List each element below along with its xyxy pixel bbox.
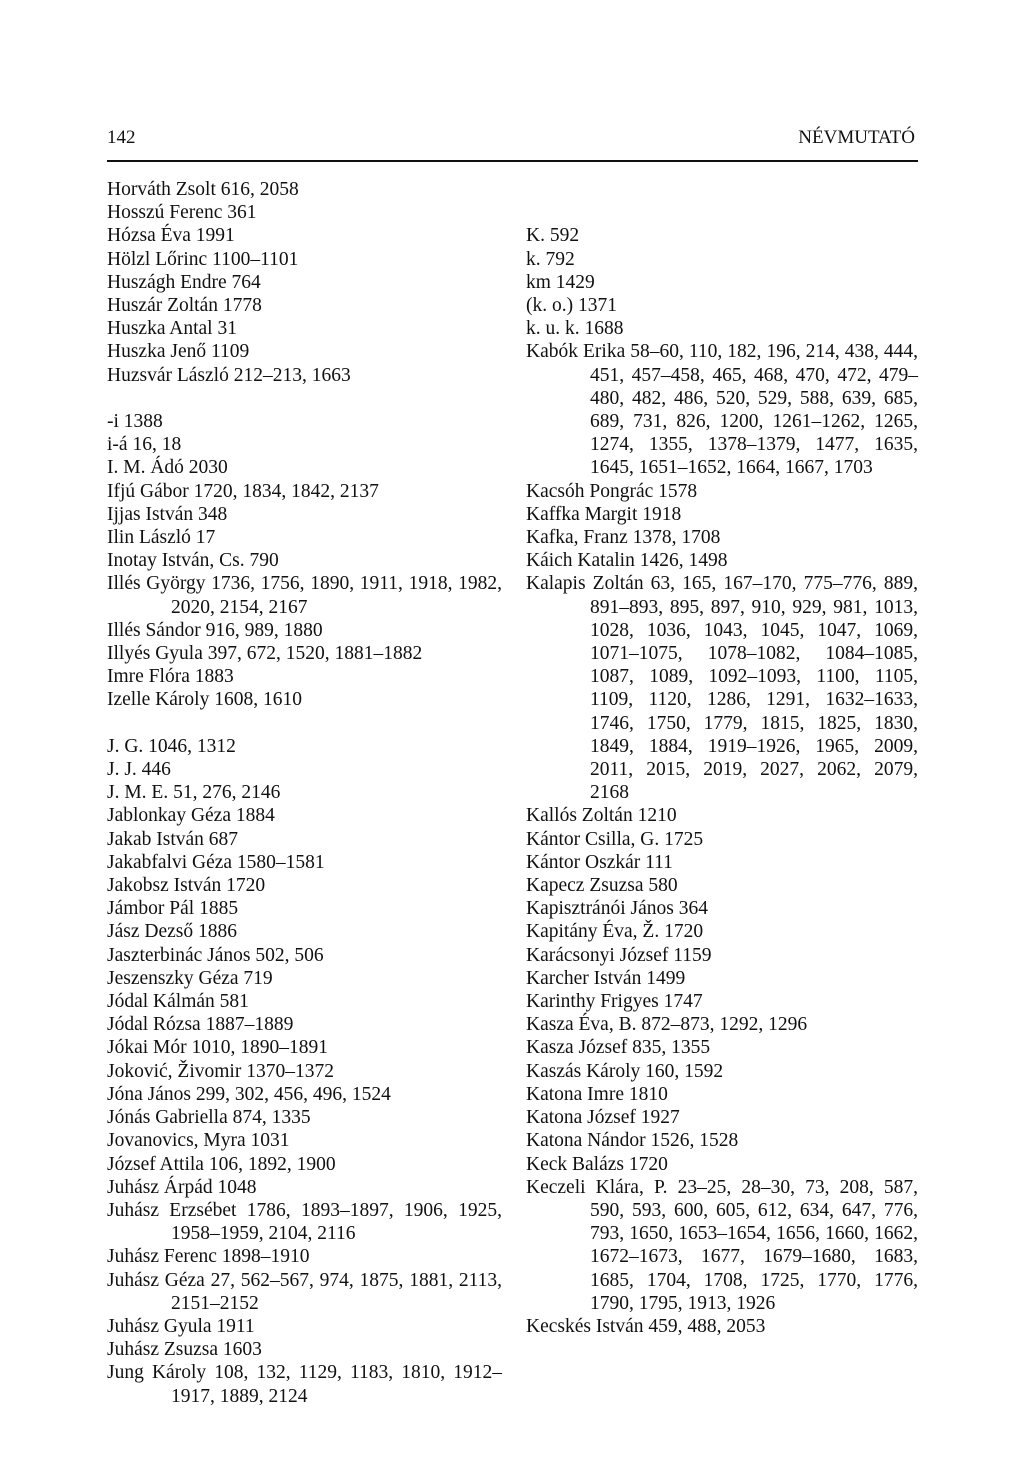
index-entry: Keck Balázs 1720: [526, 1153, 668, 1175]
index-entry: -i 1388: [107, 411, 163, 433]
index-entry: Kántor Oszkár 111: [526, 851, 673, 873]
index-entry: Izelle Károly 1608, 1610: [107, 689, 302, 711]
index-entry: József Attila 106, 1892, 1900: [107, 1153, 336, 1175]
index-group-j: [107, 735, 502, 1408]
index-entry: I. M. Ádó 2030: [107, 457, 228, 479]
index-entry: Illés György 1736, 1756, 1890, 1911, 1918, 1982, 2020, 2154, 2167: [107, 573, 502, 618]
index-entry: Kabók Erika 58–60, 110, 182, 196, 214, 438, 444, 451, 457–458, 465, 468, 470, 472, 479–480, 482, 486, 520, 529, 588, 639, 685, 689, 731, 826, 1200, 1261–1262, 1265, 1274, 1355, 1378–1379, 1477, 1635, 1645, 1651–1652, 1664, 1667, 1703: [526, 341, 918, 479]
index-entry: Jóna János 299, 302, 456, 496, 1524: [107, 1083, 391, 1105]
index-entry: Jablonkay Géza 1884: [107, 805, 275, 827]
index-entry: (k. o.) 1371: [526, 294, 617, 316]
index-entry: Juhász Zsuzsa 1603: [107, 1339, 262, 1361]
index-entry: Káich Katalin 1426, 1498: [526, 550, 728, 572]
index-entry: Ifjú Gábor 1720, 1834, 1842, 2137: [107, 480, 379, 502]
index-group-k: [526, 224, 918, 1338]
index-entry: Kasza Éva, B. 872–873, 1292, 1296: [526, 1014, 808, 1036]
index-entry: Jung Károly 108, 132, 1129, 1183, 1810, 1912–1917, 1889, 2124: [107, 1362, 502, 1407]
index-entry: Karinthy Frigyes 1747: [526, 991, 703, 1013]
index-group-i: [107, 410, 502, 712]
index-entry: Kapecz Zsuzsa 580: [526, 875, 678, 897]
index-entry: Karcher István 1499: [526, 967, 686, 989]
index-entry: Hölzl Lőrinc 1100–1101: [107, 248, 299, 270]
index-entry: Kapisztránói János 364: [526, 898, 708, 920]
index-entry: Katona Nándor 1526, 1528: [526, 1130, 739, 1152]
index-entry: Juhász Erzsébet 1786, 1893–1897, 1906, 1925, 1958–1959, 2104, 2116: [107, 1199, 502, 1245]
index-entry: Imre Flóra 1883: [107, 666, 234, 688]
group-gap: [107, 712, 502, 735]
index-entry: Ijjas István 348: [107, 503, 228, 525]
page-number: 142: [107, 127, 136, 148]
index-entry: km 1429: [526, 271, 595, 293]
index-entry: Hosszú Ferenc 361: [107, 202, 257, 224]
index-entry: Kaffka Margit 1918: [526, 503, 682, 525]
index-entry: Kalapis Zoltán 63, 165, 167–170, 775–776, 889, 891–893, 895, 897, 910, 929, 981, 1013, 1028, 1036, 1043, 1045, 1047, 1069, 1071–1075, 1078–1082, 1084–1085, 1087, 1089, 1092–1093, 1100, 1105, 1109, 1120, 1286, 1291, 1632–1633, 1746, 1750, 1779, 1815, 1825, 1830, 1849, 1884, 1919–1926, 1965, 2009, 2011, 2015, 2019, 2027, 2062, 2079, 2168: [526, 573, 918, 804]
header-rule: [107, 160, 918, 162]
index-entry: Kasza József 835, 1355: [526, 1037, 711, 1059]
index-entry: Kafka, Franz 1378, 1708: [526, 527, 721, 549]
index-entry: Jovanovics, Myra 1031: [107, 1130, 290, 1152]
index-entry: Karácsonyi József 1159: [526, 944, 712, 966]
index-entry: Horváth Zsolt 616, 2058: [107, 179, 299, 200]
index-entry: Hózsa Éva 1991: [107, 225, 235, 247]
index-entry: i-á 16, 18: [107, 434, 182, 456]
index-entry: Huszka Antal 31: [107, 318, 237, 340]
index-entry: Inotay István, Cs. 790: [107, 550, 279, 572]
left-column: [107, 178, 502, 1408]
group-gap: [526, 178, 918, 201]
index-entry: Jámbor Pál 1885: [107, 898, 239, 920]
index-entry: Kallós Zoltán 1210: [526, 805, 677, 827]
index-entry: Jókai Mór 1010, 1890–1891: [107, 1037, 328, 1059]
index-entry: Jónás Gabriella 874, 1335: [107, 1107, 311, 1129]
index-group-h: [107, 178, 502, 387]
index-entry: Juhász Ferenc 1898–1910: [107, 1246, 310, 1268]
page-header: [107, 126, 915, 150]
index-entry: J. J. 446: [107, 759, 171, 781]
index-entry: Jakab István 687: [107, 828, 239, 850]
index-entry: Juhász Géza 27, 562–567, 974, 1875, 1881, 2113, 2151–2152: [107, 1269, 502, 1314]
index-entry: Joković, Živomir 1370–1372: [107, 1060, 334, 1082]
index-entry: Jaszterbinác János 502, 506: [107, 944, 324, 966]
index-entry: Huzsvár László 212–213, 1663: [107, 364, 351, 386]
index-entry: J. M. E. 51, 276, 2146: [107, 782, 281, 804]
index-entry: K. 592: [526, 225, 580, 247]
index-entry: Illés Sándor 916, 989, 1880: [107, 619, 323, 641]
index-entry: Illyés Gyula 397, 672, 1520, 1881–1882: [107, 643, 423, 665]
group-gap: [526, 201, 918, 224]
index-entry: Huszágh Endre 764: [107, 271, 261, 293]
index-entry: Jeszenszky Géza 719: [107, 967, 273, 989]
index-entry: Katona Imre 1810: [526, 1083, 668, 1105]
index-entry: k. u. k. 1688: [526, 318, 624, 340]
index-entry: Jakobsz István 1720: [107, 875, 266, 897]
index-entry: Jódal Rózsa 1887–1889: [107, 1014, 294, 1036]
index-entry: Ilin László 17: [107, 527, 216, 549]
group-gap: [107, 387, 502, 410]
index-entry: Kecskés István 459, 488, 2053: [526, 1315, 766, 1337]
right-column: [526, 178, 918, 1338]
index-entry: k. 792: [526, 248, 575, 270]
index-entry: Jász Dezső 1886: [107, 921, 237, 943]
index-entry: Huszár Zoltán 1778: [107, 295, 262, 317]
index-entry: Kántor Csilla, G. 1725: [526, 828, 704, 850]
index-entry: Keczeli Klára, P. 23–25, 28–30, 73, 208, 587, 590, 593, 600, 605, 612, 634, 647, 776, 793, 1650, 1653–1654, 1656, 1660, 1662, 1672–1673, 1677, 1679–1680, 1683, 1685, 1704, 1708, 1725, 1770, 1776, 1790, 1795, 1913, 1926: [526, 1176, 918, 1314]
index-entry: Kapitány Éva, Ž. 1720: [526, 921, 704, 943]
index-entry: Kacsóh Pongrác 1578: [526, 480, 698, 502]
running-title: NÉVMUTATÓ: [798, 127, 915, 148]
index-entry: J. G. 1046, 1312: [107, 735, 236, 757]
index-entry: Katona József 1927: [526, 1107, 680, 1129]
index-entry: Juhász Gyula 1911: [107, 1315, 255, 1337]
index-entry: Jódal Kálmán 581: [107, 991, 249, 1013]
index-entry: Huszka Jenő 1109: [107, 341, 250, 363]
index-entry: Jakabfalvi Géza 1580–1581: [107, 851, 325, 873]
index-entry: Kaszás Károly 160, 1592: [526, 1060, 724, 1082]
index-entry: Juhász Árpád 1048: [107, 1176, 257, 1198]
